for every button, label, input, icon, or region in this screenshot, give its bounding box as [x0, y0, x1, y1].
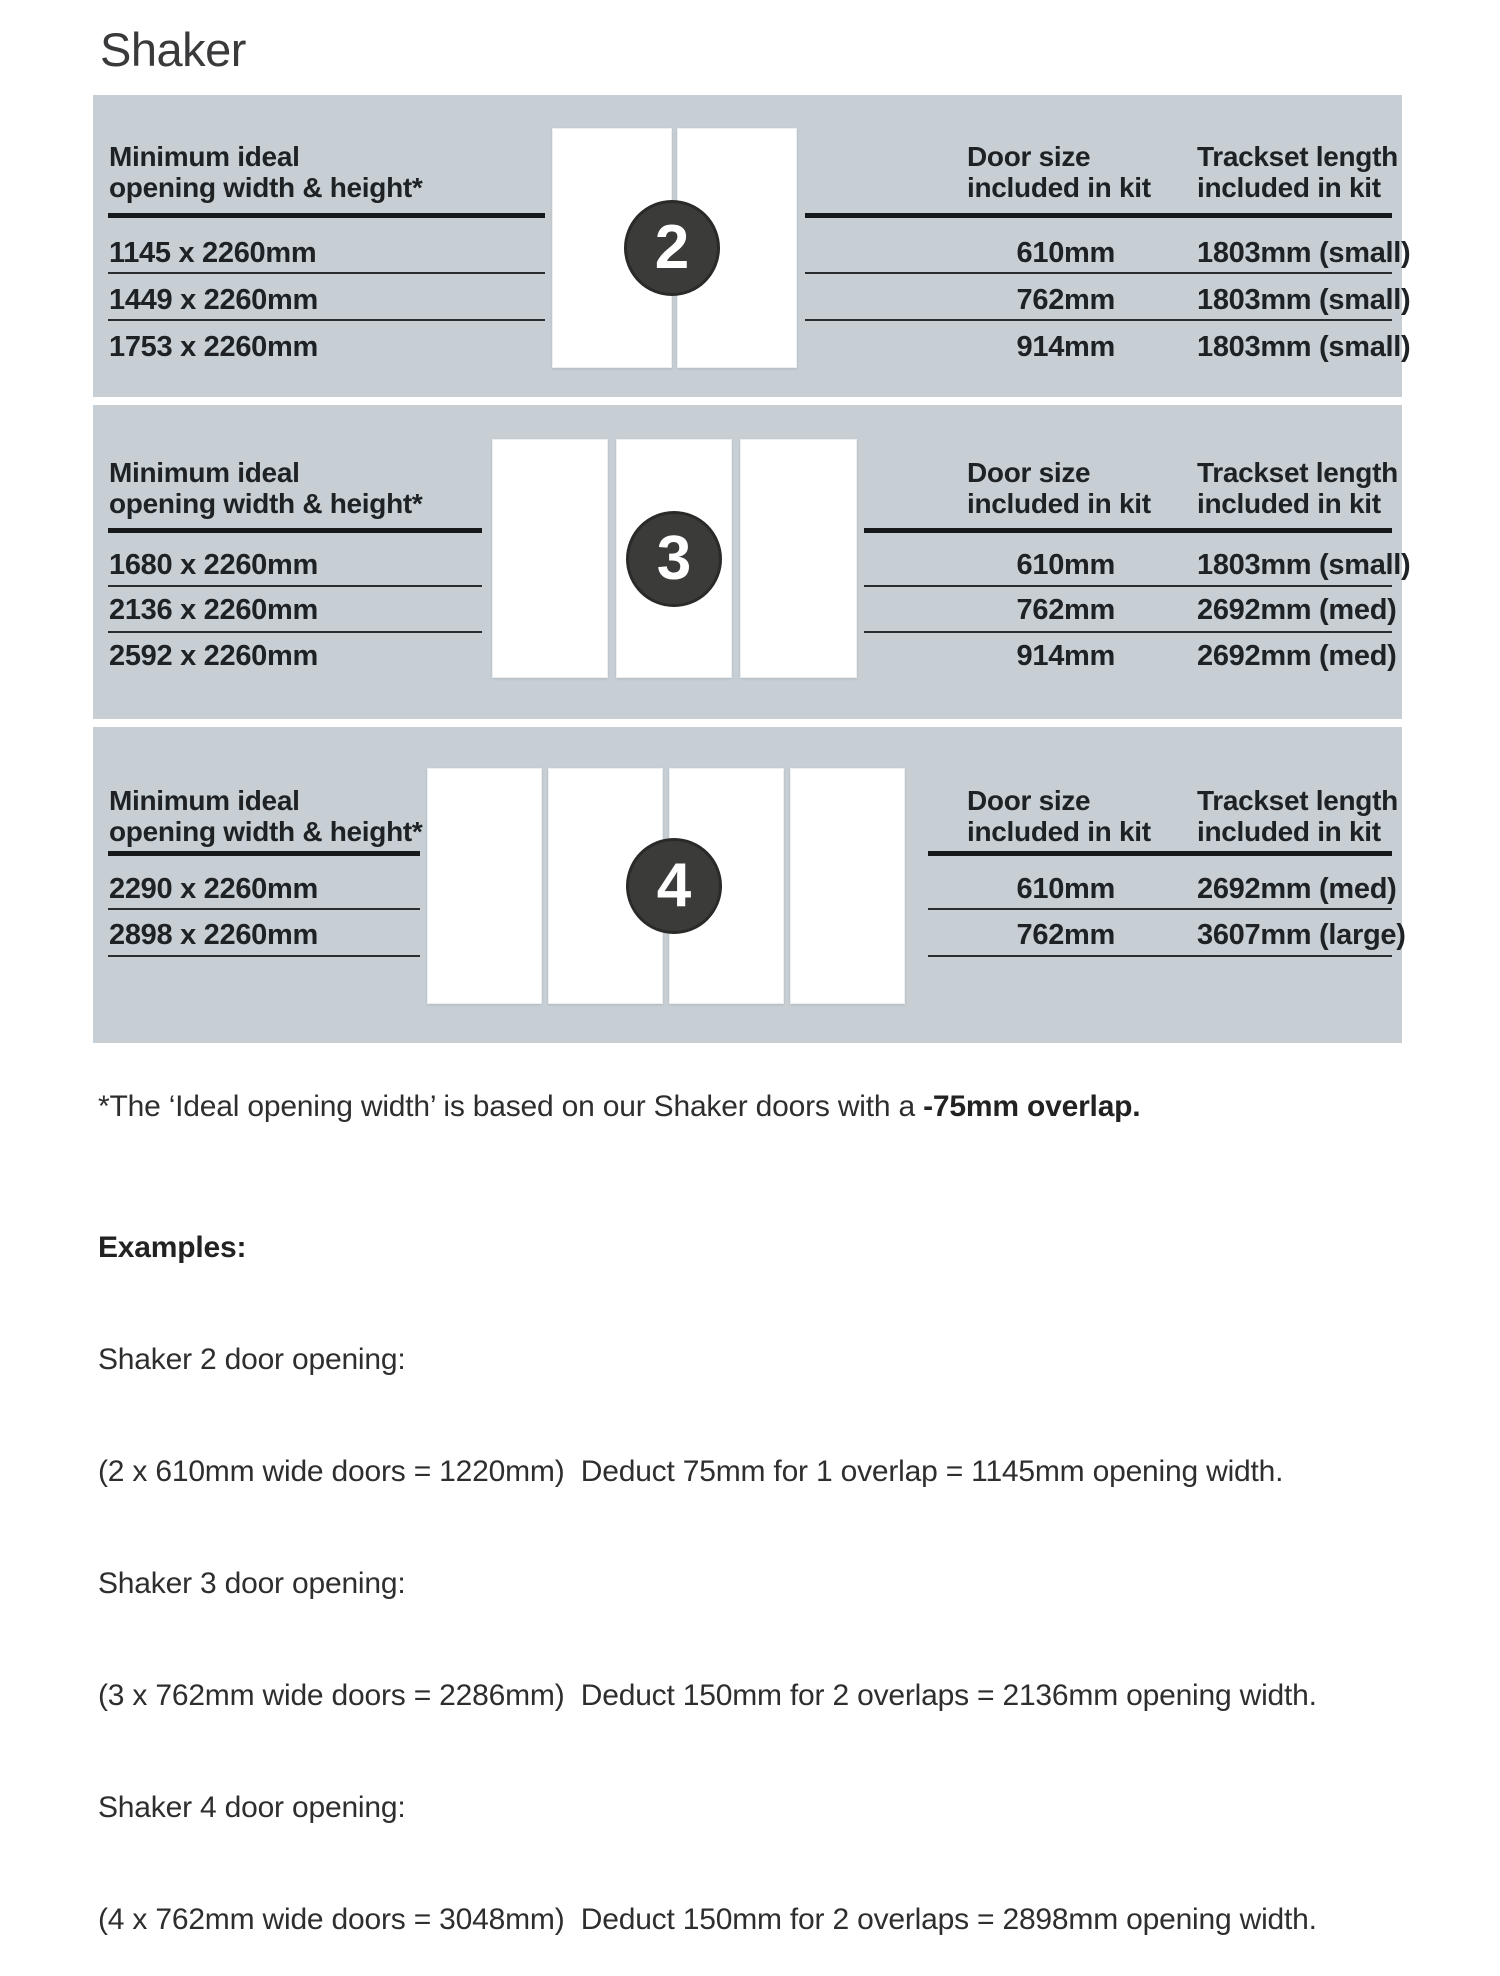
row-divider: [108, 631, 482, 633]
door-size-header: [967, 785, 1151, 847]
example-label: Shaker 2 door opening:: [98, 1343, 406, 1376]
kit-trackset: 2692mm (med): [1197, 640, 1397, 672]
opening-header-rule: [108, 851, 420, 856]
trackset-header: [1197, 785, 1398, 847]
door-illustration: [740, 439, 857, 678]
kit-door-size: 914mm: [1016, 331, 1115, 363]
door-size-header-line2: included in kit: [967, 172, 1151, 203]
kit-door-size: 610mm: [1016, 549, 1115, 581]
row-divider: [928, 955, 1392, 957]
footnote-text: *The ‘Ideal opening width’ is based on our Shaker doors with a: [98, 1090, 924, 1123]
door-size-header-line1: Door size: [967, 141, 1091, 172]
door-count-number: 4: [656, 851, 692, 920]
trackset-header: [1197, 457, 1398, 519]
example-detail: (2 x 610mm wide doors = 1220mm) Deduct 75mm for 1 overlap = 1145mm opening width.: [98, 1455, 1284, 1488]
trackset-header-line2: included in kit: [1197, 488, 1381, 519]
door-count-number: 2: [654, 213, 690, 282]
panel-4-door: [93, 727, 1406, 1043]
opening-header-line2: opening width & height*: [109, 488, 423, 519]
door-count-badge: [626, 838, 722, 934]
row-divider: [928, 908, 1392, 910]
trackset-header-line2: included in kit: [1197, 816, 1381, 847]
door-count-badge: [626, 511, 722, 607]
opening-size: 2290 x 2260mm: [109, 873, 318, 905]
opening-size: 1145 x 2260mm: [109, 237, 317, 269]
door-size-header-line2: included in kit: [967, 488, 1151, 519]
kit-door-size: 610mm: [1016, 237, 1115, 269]
kit-trackset: 1803mm (small): [1197, 237, 1411, 269]
kit-door-size: 762mm: [1016, 919, 1115, 951]
opening-header-line1: Minimum ideal: [109, 785, 300, 816]
kit-door-size: 914mm: [1016, 640, 1115, 672]
row-divider: [108, 319, 545, 321]
kit-door-size: 762mm: [1016, 594, 1115, 626]
trackset-header-line1: Trackset length: [1197, 457, 1398, 488]
kit-header-rule: [864, 528, 1392, 533]
kit-trackset: 2692mm (med): [1197, 594, 1397, 626]
panel-3-door: [93, 405, 1411, 719]
door-size-header-line1: Door size: [967, 785, 1091, 816]
example-label: Shaker 3 door opening:: [98, 1567, 406, 1600]
row-divider: [864, 585, 1392, 587]
row-divider: [805, 319, 1392, 321]
opening-header: [109, 141, 423, 203]
kit-trackset: 1803mm (small): [1197, 331, 1411, 363]
example-detail: (4 x 762mm wide doors = 3048mm) Deduct 150mm for 2 overlaps = 2898mm opening width.: [98, 1903, 1317, 1936]
examples-heading: Examples:: [98, 1231, 247, 1264]
trackset-header-line1: Trackset length: [1197, 785, 1398, 816]
kit-header-rule: [928, 851, 1392, 856]
opening-size: 1449 x 2260mm: [109, 284, 318, 316]
footnote-bold-text: -75mm overlap.: [923, 1090, 1141, 1123]
door-size-header-line2: included in kit: [967, 816, 1151, 847]
kit-door-size: 610mm: [1016, 873, 1115, 905]
opening-header-line1: Minimum ideal: [109, 457, 300, 488]
kit-trackset: 1803mm (small): [1197, 549, 1411, 581]
trackset-header: [1197, 141, 1398, 203]
page-title: Shaker: [100, 23, 246, 76]
trackset-header-line2: included in kit: [1197, 172, 1381, 203]
door-count-number: 3: [656, 524, 692, 593]
trackset-header-line1: Trackset length: [1197, 141, 1398, 172]
examples-section: [98, 1158, 1317, 1976]
door-size-header: [967, 457, 1151, 519]
opening-header-rule: [108, 528, 482, 533]
door-illustration: [790, 768, 905, 1004]
opening-size: 1753 x 2260mm: [109, 331, 318, 363]
kit-trackset: 3607mm (large): [1197, 919, 1406, 951]
example-detail: (3 x 762mm wide doors = 2286mm) Deduct 150mm for 2 overlaps = 2136mm opening width.: [98, 1679, 1317, 1712]
kit-trackset: 1803mm (small): [1197, 284, 1411, 316]
door-count-badge: [624, 200, 720, 296]
kit-trackset: 2692mm (med): [1197, 873, 1397, 905]
footnote: [98, 1090, 1140, 1124]
opening-header-line2: opening width & height*: [109, 172, 423, 203]
row-divider: [108, 272, 545, 274]
panel-2-door: [93, 95, 1411, 397]
door-size-header: [967, 141, 1151, 203]
door-illustration: [492, 439, 608, 678]
opening-size: 2898 x 2260mm: [109, 919, 318, 951]
example-label: Shaker 4 door opening:: [98, 1791, 406, 1824]
spec-board: [93, 95, 1411, 1051]
kit-header-rule: [805, 213, 1392, 218]
opening-header: [109, 785, 423, 847]
row-divider: [108, 908, 420, 910]
opening-size: 2592 x 2260mm: [109, 640, 318, 672]
row-divider: [864, 631, 1392, 633]
kit-door-size: 762mm: [1016, 284, 1115, 316]
opening-header-line2: opening width & height*: [109, 816, 423, 847]
opening-size: 1680 x 2260mm: [109, 549, 318, 581]
opening-header-line1: Minimum ideal: [109, 141, 300, 172]
door-illustration: [427, 768, 542, 1004]
door-size-header-line1: Door size: [967, 457, 1091, 488]
row-divider: [108, 585, 482, 587]
row-divider: [108, 955, 420, 957]
opening-header-rule: [108, 213, 545, 218]
opening-header: [109, 457, 423, 519]
row-divider: [805, 272, 1392, 274]
opening-size: 2136 x 2260mm: [109, 594, 318, 626]
